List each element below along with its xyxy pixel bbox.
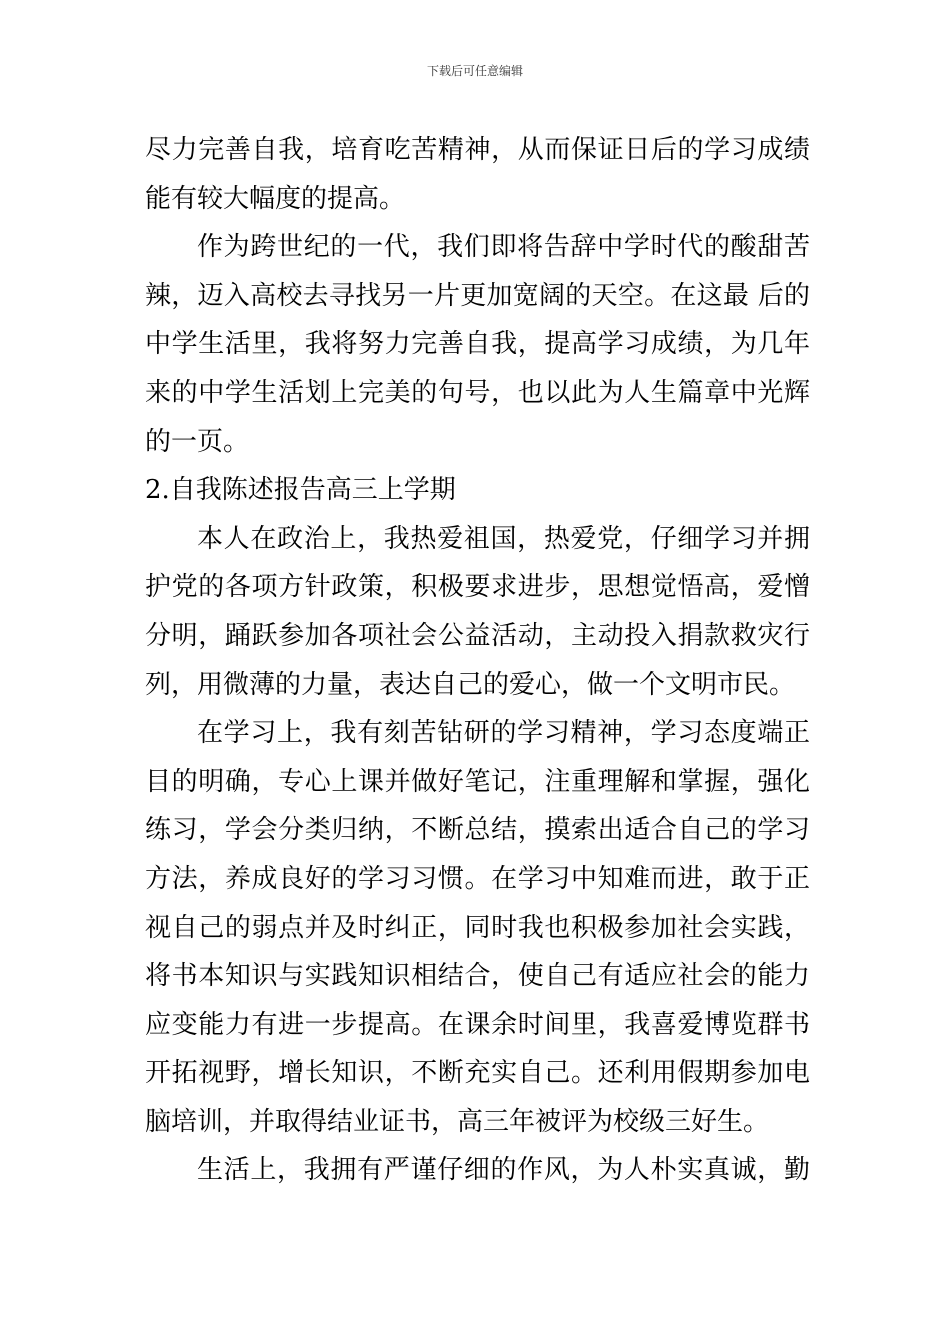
text-line: 的一页。 bbox=[145, 426, 250, 457]
text-line: 练习，学会分类归纳，不断总结，摸索出适合自己的学习 bbox=[145, 815, 810, 846]
section-heading: 2.自我陈述报告高三上学期 bbox=[145, 475, 456, 506]
text-line: 分明，踊跃参加各项社会公益活动，主动投入捐款救灾行 bbox=[145, 620, 810, 651]
text-line: 脑培训，并取得结业证书，高三年被评为校级三好生。 bbox=[145, 1106, 770, 1137]
paragraph-first-line: 生活上，我拥有严谨仔细的作风，为人朴实真诚，勤 bbox=[197, 1155, 810, 1186]
text-line: 开拓视野，增长知识，不断充实自己。还利用假期参加电 bbox=[145, 1058, 810, 1089]
paragraph-first-line: 作为跨世纪的一代，我们即将告辞中学时代的酸甜苦 bbox=[197, 232, 810, 263]
text-line: 能有较大幅度的提高。 bbox=[145, 183, 406, 214]
document-body bbox=[145, 126, 810, 1195]
text-line: 应变能力有进一步提高。在课余时间里，我喜爱博览群书 bbox=[145, 1009, 810, 1040]
text-line: 尽力完善自我，培育吃苦精神，从而保证日后的学习成绩 bbox=[145, 135, 810, 165]
text-line: 方法，养成良好的学习习惯。在学习中知难而进，敢于正 bbox=[145, 863, 810, 894]
text-line: 辣，迈入高校去寻找另一片更加宽阔的天空。在这最 后的 bbox=[145, 280, 810, 311]
paragraph-first-line: 在学习上，我有刻苦钻研的学习精神，学习态度端正 bbox=[197, 718, 810, 749]
page-header: 下载后可任意编辑 bbox=[426, 64, 523, 78]
text-line: 护党的各项方针政策，积极要求进步，思想觉悟高，爱憎 bbox=[145, 572, 810, 603]
text-line: 目的明确，专心上课并做好笔记，注重理解和掌握，强化 bbox=[145, 766, 810, 797]
text-line: 中学生活里，我将努力完善自我，提高学习成绩，为几年 bbox=[145, 329, 810, 360]
paragraph-first-line: 本人在政治上，我热爱祖国，热爱党，仔细学习并拥 bbox=[197, 523, 810, 554]
text-line: 来的中学生活划上完美的句号，也以此为人生篇章中光辉 bbox=[145, 377, 810, 408]
text-line: 将书本知识与实践知识相结合，使自己有适应社会的能力 bbox=[145, 961, 810, 992]
text-line: 列，用微薄的力量，表达自己的爱心，做一个文明市民。 bbox=[145, 669, 796, 700]
text-line: 视自己的弱点并及时纠正，同时我也积极参加社会实践， bbox=[145, 912, 810, 943]
